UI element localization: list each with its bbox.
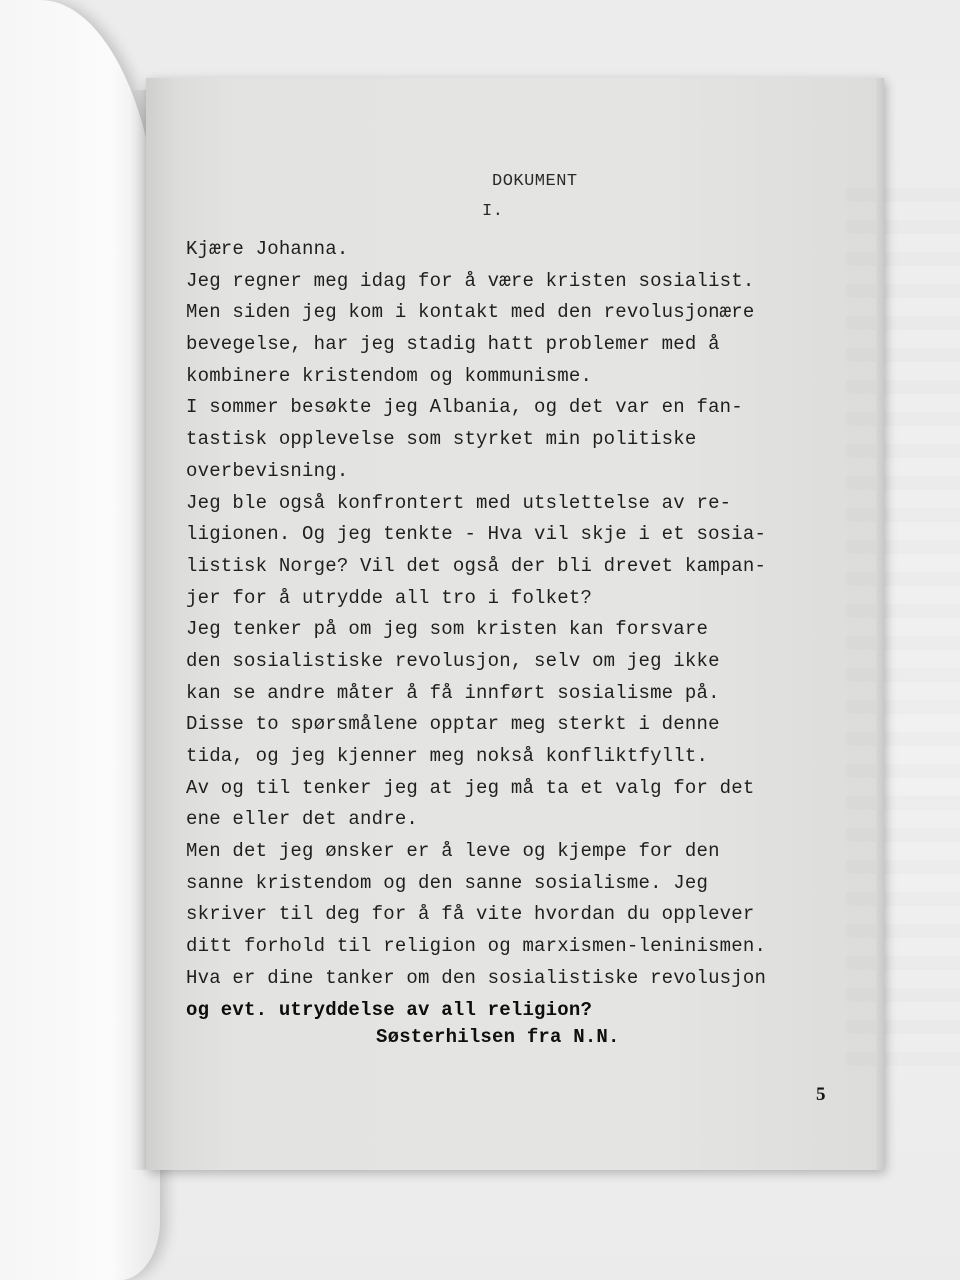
text-line: den sosialistiske revolusjon, selv om jeg ikke (186, 649, 720, 672)
text-line: skriver til deg for å få vite hvordan du opplever (186, 903, 755, 926)
text-line: Av og til tenker jeg at jeg må ta et valg for det (186, 776, 755, 799)
signature: Søsterhilsen fra N.N. (376, 1026, 620, 1048)
text-line: ene eller det andre. (186, 808, 419, 831)
text-line: tida, og jeg kjenner meg nokså konfliktfyllt. (186, 745, 709, 767)
text-line: ligionen. Og jeg tenkte - Hva vil skje i et sosia- (186, 523, 767, 546)
text-line: Hva er dine tanker om den sosialistiske revolusjon (186, 966, 767, 989)
page-number: 5 (816, 1084, 826, 1105)
text-line: overbevisning. (186, 459, 349, 482)
text-line: Jeg tenker på om jeg som kristen kan forsvare (186, 618, 709, 641)
text-line: jer for å utrydde all tro i folket? (186, 586, 593, 609)
text-line: tastisk opplevelse som styrket min politiske (186, 428, 697, 451)
page-edge (876, 78, 884, 1170)
text-line: og evt. utryddelse av all religion? (186, 998, 593, 1021)
text-line: listisk Norge? Vil det også der bli drevet kampan- (186, 554, 767, 577)
text-line: Men det jeg ønsker er å leve og kjempe for den (186, 840, 720, 863)
text-line: Jeg regner meg idag for å være kristen sosialist. (186, 269, 755, 292)
text-line: Kjære Johanna. (186, 238, 349, 260)
text-line: ditt forhold til religion og marxismen-leninismen. (186, 935, 767, 958)
document-number: I. (482, 202, 504, 221)
text-line: bevegelse, har jeg stadig hatt problemer med å (186, 333, 720, 356)
text-line: sanne kristendom og den sanne sosialisme. Jeg (186, 871, 709, 894)
text-line: I sommer besøkte jeg Albania, og det var en fan- (186, 396, 743, 419)
document-heading: DOKUMENT (492, 172, 578, 191)
text-line: Men siden jeg kom i kontakt med den revolusjonære (186, 301, 755, 324)
text-line: Disse to spørsmålene opptar meg sterkt i denne (186, 713, 720, 736)
letter-body (186, 234, 876, 1026)
right-page (146, 78, 884, 1170)
text-line: kan se andre måter å få innført sosialisme på. (186, 681, 720, 704)
text-line: Jeg ble også konfrontert med utslettelse av re- (186, 491, 732, 514)
text-line: kombinere kristendom og kommunisme. (186, 364, 593, 387)
